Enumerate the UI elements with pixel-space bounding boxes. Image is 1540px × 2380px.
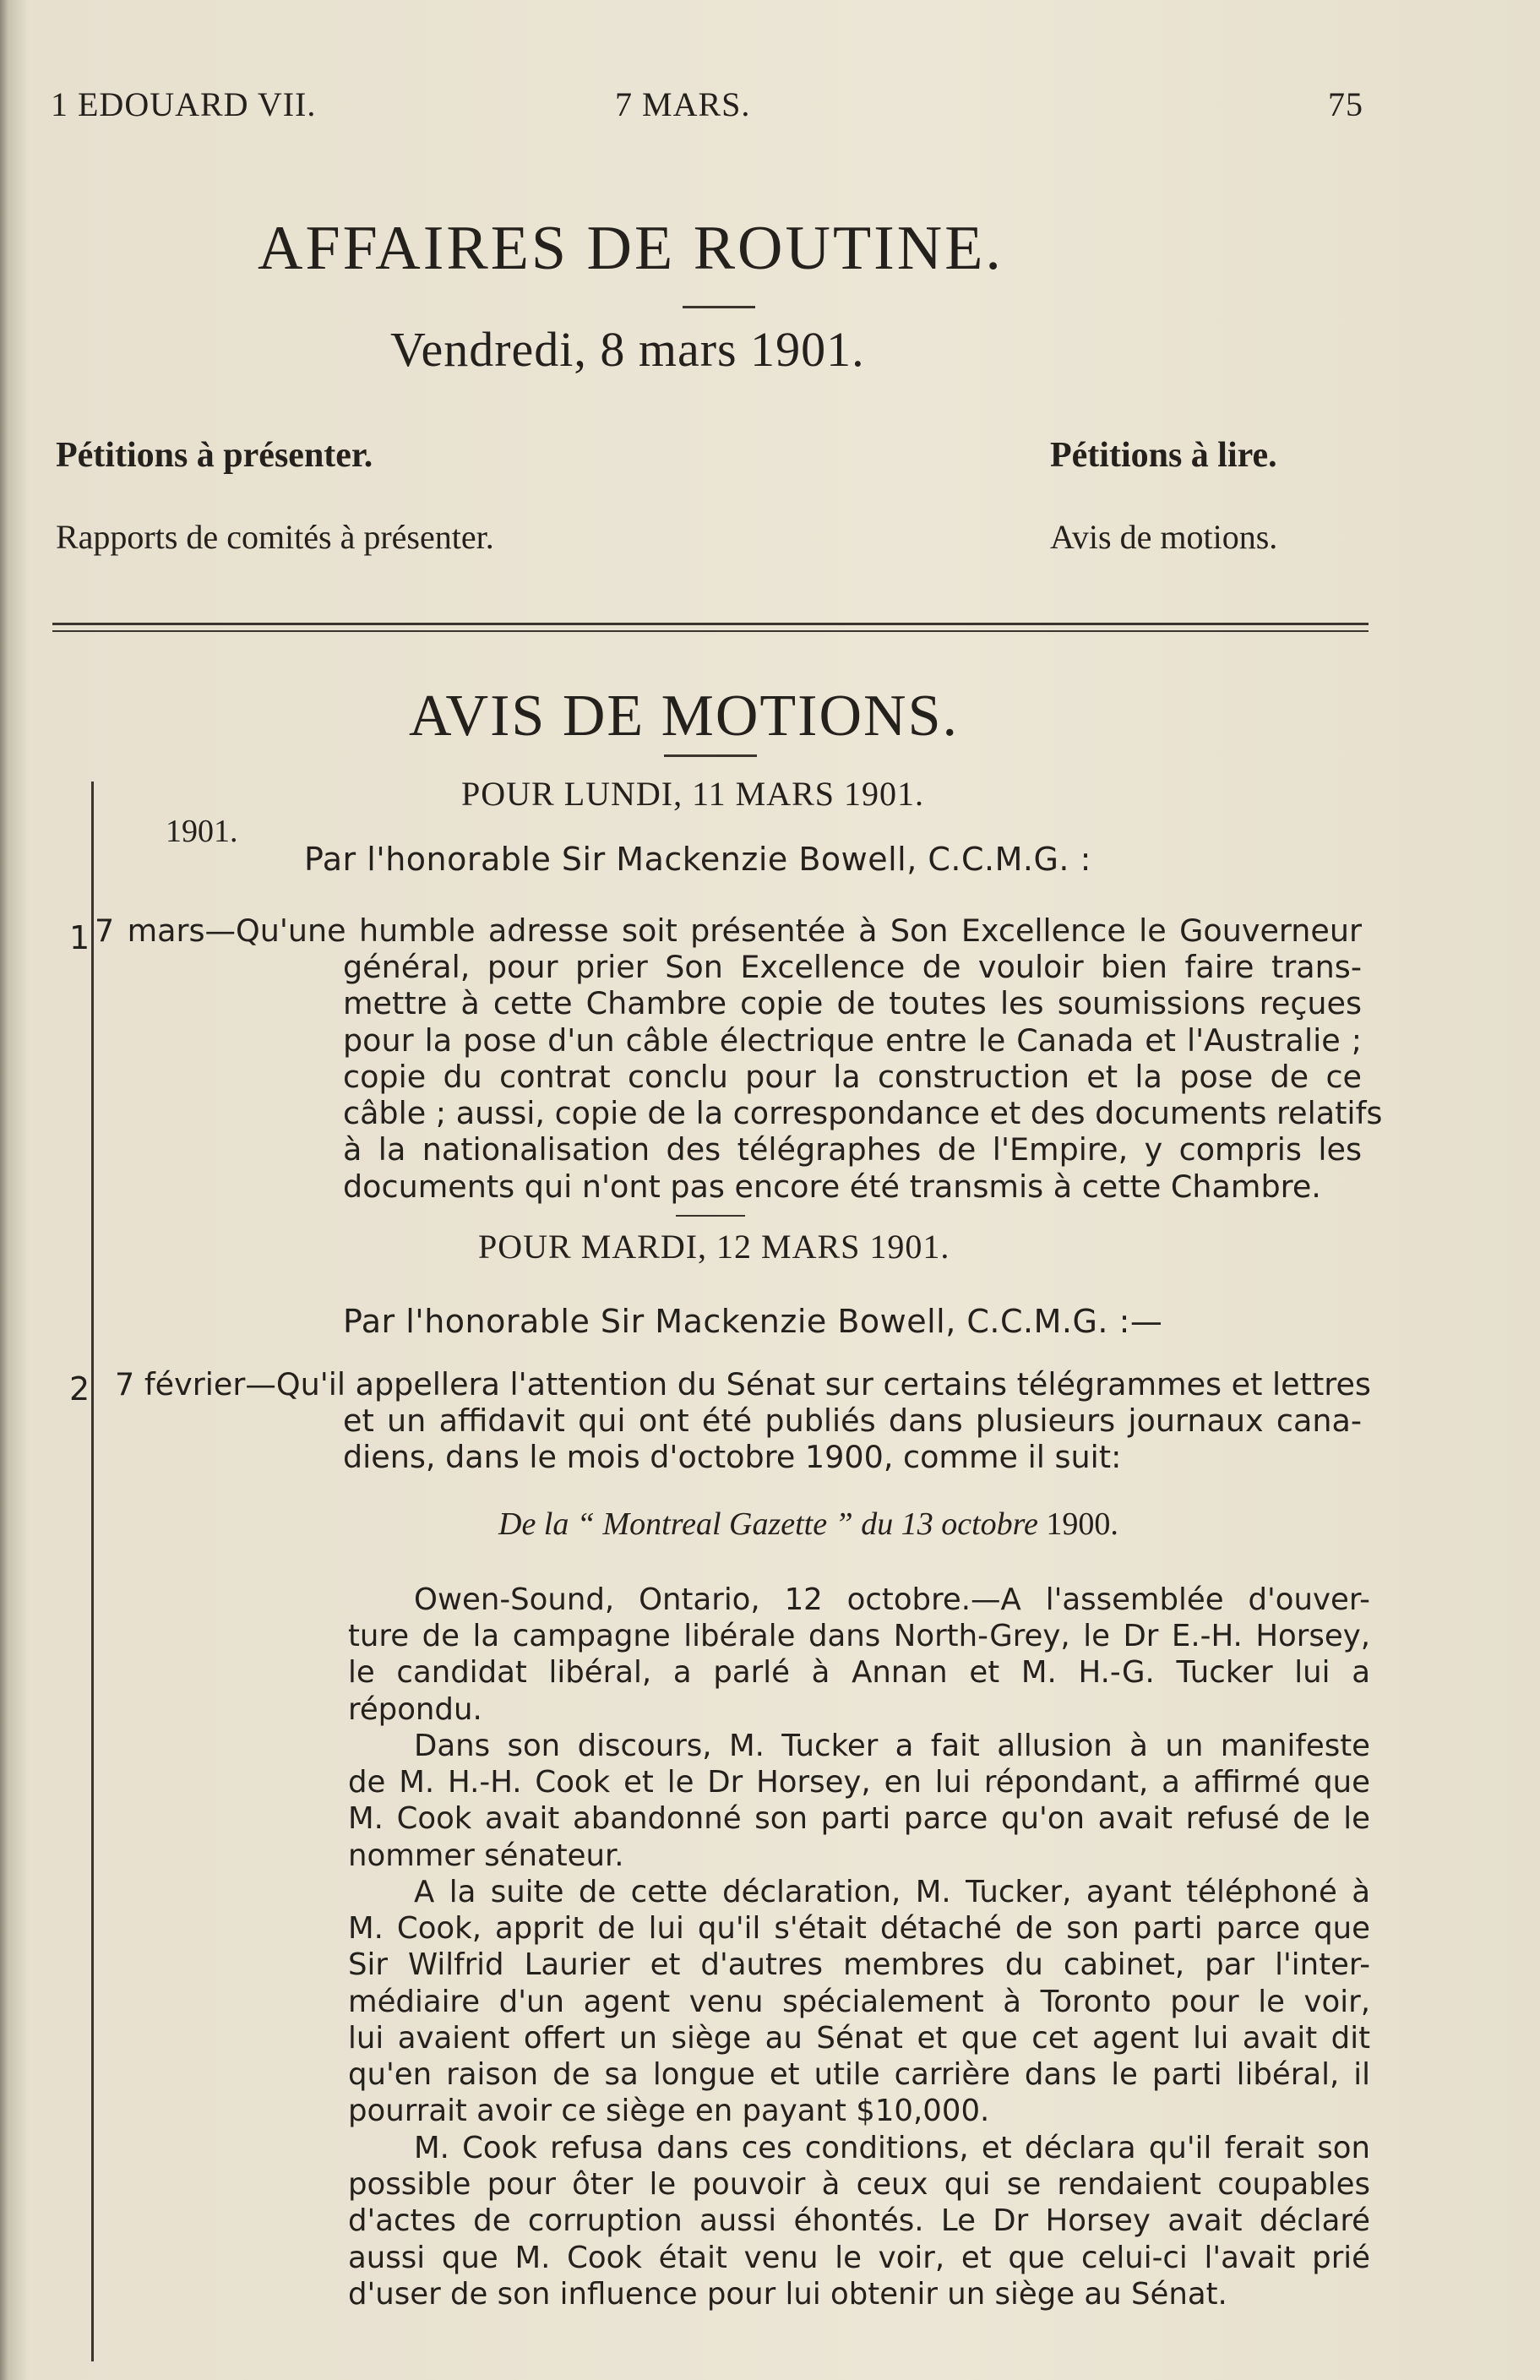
motion-2-line: et un affidavit qui ont été publiés dans plusieurs journaux cana- — [343, 1402, 1362, 1439]
article-line: qu'en raison de sa longue et utile carrière dans le parti libéral, il — [348, 2057, 1370, 2093]
quote-source-year: 1900. — [1046, 1506, 1118, 1542]
section-divider-bottom — [52, 630, 1369, 632]
small-divider — [676, 1215, 745, 1217]
header-left: 1 EDOUARD VII. — [51, 85, 317, 123]
title-underline — [683, 306, 755, 308]
article-line: lui avaient offert un siège au Sénat et que cet agent lui avait dit — [348, 2020, 1370, 2056]
page-number: 75 — [1328, 85, 1363, 123]
article-line: médiaire d'un agent venu spécialement à Toronto pour le voir, — [348, 1984, 1370, 2019]
article-paragraph-3 — [348, 1874, 1370, 2129]
motion-number-1: 1 — [69, 919, 90, 956]
article-line: M. Cook, apprit de lui qu'il s'était détaché de son parti parce que — [348, 1911, 1370, 1947]
article-line: répondu. — [348, 1691, 482, 1727]
article-line: M. Cook refusa dans ces conditions, et déclara qu'il ferait son — [414, 2131, 1370, 2165]
article-line: d'actes de corruption aussi éhontés. Le Dr Horsey avait déclaré — [348, 2203, 1370, 2239]
article-line: Dans son discours, M. Tucker a fait allusion à un manifeste — [414, 1729, 1370, 1763]
motion-1-line: copie du contrat conclu pour la construction et la pose de ce — [343, 1058, 1362, 1095]
article-line: M. Cook avait abandonné son parti parce qu'on avait refusé de le — [348, 1801, 1370, 1837]
motion-1-line: pour la pose d'un câble électrique entre le Canada et l'Australie ; — [343, 1021, 1362, 1059]
routine-title: AFFAIRES DE ROUTINE. — [258, 214, 1004, 283]
avis-de-motions-item: Avis de motions. — [1050, 518, 1278, 556]
motion-number-2: 2 — [69, 1370, 90, 1408]
avis-title: AVIS DE MOTIONS. — [409, 684, 960, 749]
article-line: d'user de son influence pour lui obtenir un siège au Sénat. — [348, 2276, 1227, 2312]
rapports-comites: Rapports de comités à présenter. — [56, 518, 494, 556]
year-margin: 1901. — [166, 814, 238, 849]
article-paragraph-4 — [348, 2130, 1370, 2312]
article-line: pourrait avoir ce siège en payant $10,000. — [348, 2094, 990, 2129]
motion-2-line: 7 février—Qu'il appellera l'attention du Sénat sur certains télégrammes et lettres — [115, 1366, 1371, 1402]
heading-lundi: POUR LUNDI, 11 MARS 1901. — [461, 775, 925, 813]
by-line-2: Par l'honorable Sir Mackenzie Bowell, C.C.M.G. :— — [343, 1303, 1163, 1340]
article-line: Owen-Sound, Ontario, 12 octobre.—A l'assemblée d'ouver- — [414, 1582, 1370, 1617]
routine-date: Vendredi, 8 mars 1901. — [390, 322, 865, 377]
petitions-lire: Pétitions à lire. — [1050, 436, 1277, 475]
motion-1-line: à la nationalisation des télégraphes de l'Empire, y compris les — [343, 1131, 1362, 1168]
article-line: aussi que M. Cook était venu le voir, et que celui-ci l'avait prié — [348, 2240, 1370, 2275]
motion-2-line: diens, dans le mois d'octobre 1900, comme il suit: — [343, 1439, 1122, 1476]
petitions-presenter: Pétitions à présenter. — [56, 436, 373, 475]
motion-1-text — [95, 912, 1362, 949]
quote-source-prefix: De la “ Montreal Gazette ” du 13 octobre — [498, 1506, 1038, 1542]
article-line: Sir Wilfrid Laurier et d'autres membres du cabinet, par l'inter- — [348, 1947, 1370, 1983]
motion-2-text — [115, 1366, 1371, 1402]
motion-1-continuation — [343, 949, 1383, 1205]
avis-underline — [664, 754, 757, 757]
section-divider-top — [52, 623, 1369, 625]
header-center: 7 MARS. — [615, 85, 751, 123]
article-paragraph-2 — [348, 1728, 1370, 1874]
article-line: possible pour ôter le pouvoir à ceux qui se rendaient coupables — [348, 2167, 1370, 2203]
motion-1-line: mettre à cette Chambre copie de toutes les soumissions reçues — [343, 985, 1362, 1022]
margin-rule — [91, 782, 94, 2361]
article-line: nommer sénateur. — [348, 1838, 624, 1873]
article-line: de M. H.-H. Cook et le Dr Horsey, en lui répondant, a affirmé que — [348, 1765, 1370, 1800]
motion-1-line: 7 mars—Qu'une humble adresse soit présentée à Son Excellence le Gouverneur — [95, 912, 1362, 949]
article-line: ture de la campagne libérale dans North-Grey, le Dr E.-H. Horsey, — [348, 1619, 1370, 1654]
motion-1-line: documents qui n'ont pas encore été transmis à cette Chambre. — [343, 1168, 1321, 1205]
article-paragraph-1 — [348, 1582, 1370, 1728]
by-line-1: Par l'honorable Sir Mackenzie Bowell, C.C.M.G. : — [304, 841, 1091, 878]
quote-source — [498, 1506, 1118, 1543]
motion-2-continuation — [343, 1402, 1362, 1476]
heading-mardi: POUR MARDI, 12 MARS 1901. — [478, 1228, 950, 1266]
article-line: A la suite de cette déclaration, M. Tucker, ayant téléphoné à — [414, 1875, 1370, 1909]
article-line: le candidat libéral, a parlé à Annan et M. H.-G. Tucker lui a — [348, 1655, 1370, 1691]
motion-1-line: câble ; aussi, copie de la correspondance et des documents relatifs — [343, 1095, 1383, 1132]
motion-1-line: général, pour prier Son Excellence de vouloir bien faire trans- — [343, 949, 1362, 985]
